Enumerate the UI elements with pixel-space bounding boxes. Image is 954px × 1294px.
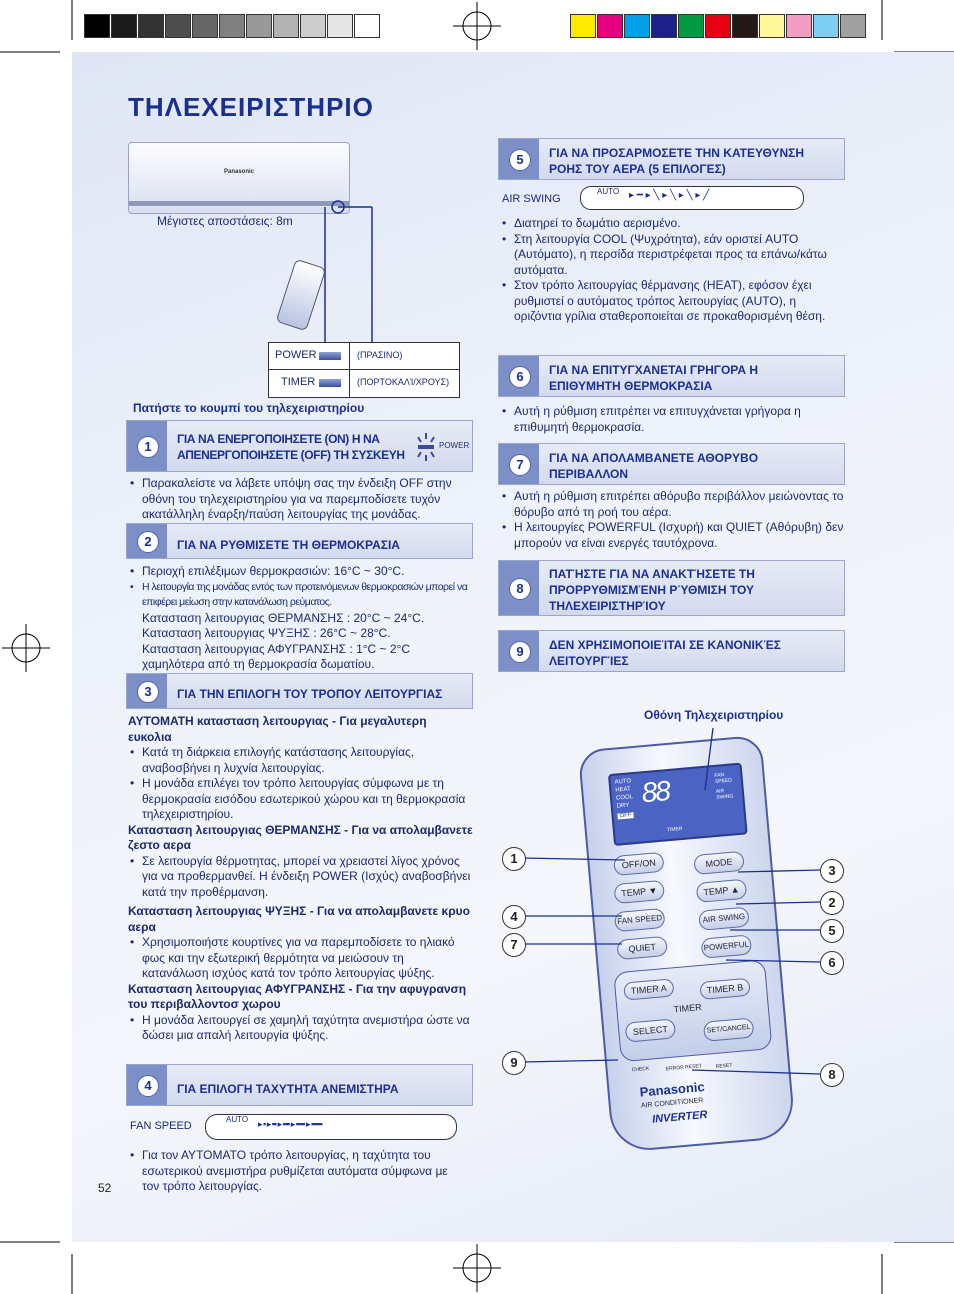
remote-inverter: INVERTER: [651, 1108, 708, 1126]
s2-line-4: χαμηλότερα από τη θερμοκρασία δωματίου.: [142, 657, 375, 671]
section-6-number: 6: [509, 366, 531, 388]
s4-bullet-1: • Για τον ΑΥΤΟΜΑΤΟ τρόπο λειτουργίας, η ταχύτητα του εσωτερικού ανεμιστήρα ρυθμίζεται αυτόματα σύμφωνα με τον τρόπο λειτουργίας.: [128, 1148, 463, 1195]
power-color: (ΠΡΑΣΙΝΟ): [357, 350, 403, 360]
unit-brand: Panasonic: [224, 169, 255, 175]
display-speed-label: SPEED: [714, 777, 733, 785]
callout-6: 6: [820, 951, 844, 975]
section-5-title-line1: ΓΙΑ ΝΑ ΠΡΟΣΑΡΜΟΣΕΤΕ ΤΗΝ ΚΑΤΕΥΘΥΝΣΗ: [549, 146, 805, 160]
air-swing-label: AIR SWING: [502, 193, 561, 205]
fan-auto: AUTO: [226, 1115, 249, 1124]
callout-4: 4: [502, 905, 526, 929]
callout-2: 2: [820, 891, 844, 915]
section-3-number: 3: [137, 681, 159, 703]
s7-bullet-2: • Η λειτουργίες POWERFUL (Ισχυρή) και QUIET (Αθόρυβη) δεν μπορούν να είναι ενεργές ταυτόχρονα.: [500, 520, 845, 551]
section-4-number: 4: [137, 1075, 159, 1097]
s3-heading-2: Κατασταση λειτουργιας ΘΕΡΜΑΝΣΗΣ - Για να απολαμβανετε ζεστο αερα: [128, 822, 473, 852]
quiet-button[interactable]: QUIET: [616, 936, 668, 960]
timer-b-button[interactable]: TIMER B: [699, 978, 750, 1000]
select-button[interactable]: SELECT: [625, 1018, 677, 1042]
callout-7: 7: [502, 933, 526, 957]
section-3-title: ΓΙΑ ΤΗΝ ΕΠΙΛΟΓΗ ΤΟΥ ΤΡΟΠΟΥ ΛΕΙΤΟΥΡΓΙΑΣ: [177, 687, 443, 701]
press-hint: Πατήστε το κουμπί του τηλεχειριστηρίου: [133, 401, 365, 415]
display-timer-label: TIMER: [666, 825, 683, 834]
set-cancel-button[interactable]: SET/CANCEL: [703, 1018, 755, 1042]
display-mode-auto: AUTO: [614, 778, 632, 786]
section-7-number: 7: [509, 454, 531, 476]
s5-bullet-3: • Στον τρόπο λειτουργίας θέρμανσης (HEAT), εφόσον έχει ρυθμιστεί ο αυτόματος τρόπος λειτουργίας (AUTO), η οριζόντια γρίλια σταθεροποιείται σε προκαθορισμένη θέση.: [500, 278, 840, 325]
section-8-title-line2: ΠΡΟΡΡΥΘΜΙΣΜΈΝΗ ΡΎΘΜΙΣΗ ΤΟΥ: [549, 583, 754, 597]
section-4-title: ΓΙΑ ΕΠΙΛΟΓΗ ΤΑΧΥΤΗΤΑ ΑΝΕΜΙΣΤΗΡΑ: [177, 1082, 399, 1096]
section-7-title-line2: ΠΕΡΙΒΑΛΛΟΝ: [549, 467, 629, 481]
fan-speed-button[interactable]: FAN SPEED: [614, 908, 666, 932]
callout-3: 3: [820, 859, 844, 883]
section-9-title-line2: ΛΕΙΤΟΥΡΓΊΕΣ: [549, 654, 629, 668]
s2-line-1: Κατασταση λειτουργιας ΘΕΡΜΑΝΣΗΣ : 20°C ~ 24°C.: [142, 610, 425, 625]
page-number: 52: [98, 1181, 112, 1195]
section-8-title-line3: ΤΗΛΕΧΕΙΡΙΣΤΗΡΊΟΥ: [549, 599, 666, 613]
s2-bullet-2: • Η λειτουργία της μονάδας εντός των προτεινόμενων θερμοκρασιών μπορεί να επιφέρει μείωση στην κατανάλωση ρεύματος.: [128, 580, 473, 611]
mode-button[interactable]: MODE: [693, 851, 745, 875]
fan-speed-label: FAN SPEED: [130, 1120, 192, 1132]
s3-heading-3: Κατασταση λειτουργιας ΨΥΞΗΣ - Για να απολαμβανετε κρυο αερα: [128, 904, 470, 934]
callout-9: 9: [502, 1051, 526, 1075]
s7-bullet-1: • Αυτή η ρύθμιση επιτρέπει αθόρυβο περιβάλλον μειώνοντας το θόρυβο από τη ροή του αέρα.: [500, 489, 845, 520]
section-2-title: ΓΙΑ ΝΑ ΡΥΘΜΙΣΕΤΕ ΤΗ ΘΕΡΜΟΚΡΑΣΙΑ: [177, 538, 400, 552]
callout-1: 1: [502, 847, 526, 871]
temp-up-button[interactable]: TEMP ▲: [696, 879, 748, 903]
swing-direction-icons: ▸ ━ ▸ ╲ ▸ ╲ ▸ ╲ ▸ ╱: [629, 190, 710, 201]
timer-label: TIMER: [281, 376, 316, 388]
remote-sub: AIR CONDITIONER: [640, 1097, 704, 1110]
s3-h4-bullet-1: • Η μονάδα λειτουργεί σε χαμηλή ταχύτητα ανεμιστήρα ώστε να δώσει μια απαλή λειτουργία ψύξης.: [128, 1013, 473, 1044]
section-1-title-line2: ΑΠΕΝΕΡΓΟΠΟΙΗΣΕΤΕ (OFF) ΤΗ ΣΥΣΚΕΥΗ: [177, 448, 405, 462]
s5-bullet-2: • Στη λειτουργία COOL (Ψυχρότητα), εάν οριστεί AUTO (Αυτόματο), η περσίδα περιστρέφεται προς τα επάνω/κάτω αυτόματα.: [500, 232, 840, 279]
s3-heading-4: Κατασταση λειτουργιας ΑΦΥΓΡΑΝΣΗΣ - Για την αφυγρανση του περιβαλλοντοσ χωρου: [128, 981, 467, 1011]
section-1-title-line1: ΓΙΑ ΝΑ ΕΝΕΡΓΟΠΟΙΗΣΕΤΕ (ON) Η ΝΑ: [177, 432, 380, 446]
section-5-number: 5: [509, 149, 531, 171]
section-7-title-line1: ΓΙΑ ΝΑ ΑΠΟΛΑΜΒΑΝΕΤΕ ΑΘΟΡΥΒΟ: [549, 451, 759, 465]
s6-bullet-1: • Αυτή η ρύθμιση επιτρέπει να επιτυγχάνεται γρήγορα η επιθυμητή θερμοκρασία.: [500, 404, 840, 435]
s3-h3-bullet-1: • Χρησιμοποιήστε κουρτίνες για να παρεμποδίσετε το ηλιακό φως και την εξωτερική θερμότητα να μειώσουν τη κατανάλωση ισχύος κατά τον τρόπο λειτουργίας ψύξης.: [128, 935, 473, 982]
section-9-title-line1: ΔΕΝ ΧΡΗΣΙΜΟΠΟΙΕΊΤΑΙ ΣΕ ΚΑΝΟΝΙΚΈΣ: [549, 638, 781, 652]
s5-bullet-1: • Διατηρεί το δωμάτιο αερισμένο.: [500, 216, 840, 232]
s3-h1-bullet-2: • Η μονάδα επιλέγει τον τρόπο λειτουργίας σύμφωνα με τη θερμοκρασία εισόδου εσωτερικού χώρου και τη θερμοκρασία τηλεχειριστηρίου.: [128, 776, 473, 823]
power-indicator-label: POWER: [439, 441, 470, 450]
timer-label: TIMER: [673, 1001, 702, 1015]
s2-line-2: Κατασταση λειτουργιας ΨΥΞΗΣ : 26°C ~ 28°C.: [142, 626, 391, 640]
s2-bullet-1: • Περιοχή επιλέξιμων θερμοκρασιών: 16°C ~ 30°C.: [128, 564, 473, 580]
s3-heading-1: ΑΥΤΟΜΑΤΗ κατασταση λειτουργιας - Για μεγαλυτερη ευκολια: [128, 714, 427, 744]
s3-h1-bullet-1: • Κατά τη διάρκεια επιλογής κατάστασης λειτουργίας, αναβοσβήνει η λυχνία λειτουργίας.: [128, 745, 473, 776]
section-6-title-line1: ΓΙΑ ΝΑ ΕΠΙΤΥΓΧΑΝΕΤΑΙ ΓΡΗΓΟΡΑ Η: [549, 363, 759, 377]
display-fan-label: FAN: [714, 772, 725, 779]
callout-5: 5: [820, 919, 844, 943]
section-5-title-line2: ΡΟΗΣ ΤΟΥ ΑΕΡΑ (5 ΕΠΙΛΟΓΕΣ): [549, 162, 726, 176]
section-6-title-line2: ΕΠΙΘΥΜΗΤΗ ΘΕΡΜΟΚΡΑΣΙΑ: [549, 379, 713, 393]
display-swing-label: SWING: [716, 793, 734, 801]
offon-button[interactable]: OFF/ON: [613, 852, 665, 876]
display-air-label: AIR: [715, 788, 725, 795]
air-swing-button[interactable]: AIR SWING: [698, 907, 750, 931]
temp-down-button[interactable]: TEMP ▼: [614, 880, 666, 904]
timer-a-button[interactable]: TIMER A: [623, 978, 674, 1000]
max-distance: Μέγιστες αποστάσεις: 8m: [157, 214, 293, 228]
timer-color: (ΠΟΡΤΟΚΑΛΊ/ΧΡΟΥΣ): [357, 377, 450, 387]
check-button[interactable]: CHECK: [631, 1065, 650, 1074]
swing-auto: AUTO: [597, 187, 620, 196]
remote-brand: Panasonic: [639, 1079, 706, 1100]
display-digits: 88: [640, 775, 671, 809]
error-reset-button[interactable]: ERROR RESET: [665, 1063, 703, 1073]
powerful-button[interactable]: POWERFUL: [701, 934, 753, 958]
fan-speed-bars-icon: ▸ ▪ ▸ ▪▪ ▸ ▪▪▪ ▸ ▪▪▪▪ ▸ ▪▪▪▪▪: [258, 1119, 322, 1129]
s2-line-3: Κατασταση λειτουργιας ΑΦΥΓΡΑΝΣΗΣ : 1°C ~ 2°C: [142, 641, 411, 656]
s3-h2-bullet-1: • Σε λειτουργία θέρμοτητας, μπορεί να χρειαστεί λίγος χρόνος για να προθερμανθεί. Η ένδειξη POWER (Ισχύς) αναβοσβήνει κατά την προθέρμανση.: [128, 854, 473, 901]
display-off: OFF: [619, 812, 632, 820]
section-9-number: 9: [509, 641, 531, 663]
remote-caption: Οθόνη Τηλεχειριστηρίου: [644, 708, 784, 722]
display-mode-heat: HEAT: [615, 786, 632, 794]
s1-bullet-1: • Παρακαλείστε να λάβετε υπόψη σας την ένδειξη OFF στην οθόνη του τηλεχειριστηρίου για να παρεμποδίσετε τυχόν ακατάλληλη έναρξη/παύση λειτουργίας της μονάδας.: [128, 476, 473, 523]
power-label: POWER: [275, 349, 317, 361]
section-8-number: 8: [509, 578, 531, 600]
section-8-title-line1: ΠΑΤΉΣΤΕ ΓΙΑ ΝΑ ΑΝΑΚΤΉΣΕΤΕ ΤΗ: [549, 567, 755, 581]
display-mode-dry: DRY: [616, 802, 630, 810]
page-title: ΤΗΛΕΧΕΙΡΙΣΤΗΡΙΟ: [128, 92, 374, 122]
reset-button[interactable]: RESET: [715, 1062, 733, 1070]
section-1-number: 1: [137, 436, 159, 458]
display-mode-cool: COOL: [615, 794, 634, 802]
callout-8: 8: [820, 1063, 844, 1087]
section-2-number: 2: [137, 531, 159, 553]
